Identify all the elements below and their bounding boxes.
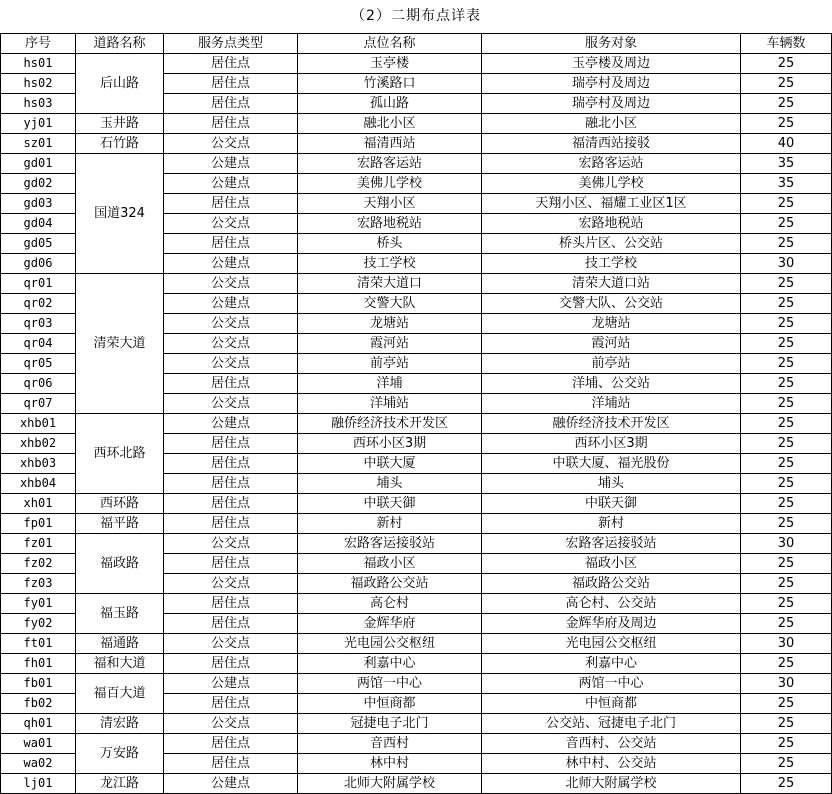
cell-service-type: 公建点 (164, 414, 298, 434)
cell-service-type: 居住点 (164, 234, 298, 254)
cell-point-name: 埔头 (298, 474, 482, 494)
cell-service-target: 融侨经济技术开发区 (482, 414, 741, 434)
detail-table (0, 33, 832, 794)
cell-point-name: 冠捷电子北门 (298, 714, 482, 734)
cell-vehicle-count: 25 (741, 774, 832, 794)
cell-point-name: 福清西站 (298, 134, 482, 154)
cell-index: fz03 (1, 574, 76, 594)
cell-vehicle-count: 25 (741, 374, 832, 394)
cell-service-type: 居住点 (164, 434, 298, 454)
cell-vehicle-count: 25 (741, 654, 832, 674)
cell-service-target: 中联大厦、福光股份 (482, 454, 741, 474)
cell-index: gd06 (1, 254, 76, 274)
table-row (1, 774, 832, 794)
cell-point-name: 美佛儿学校 (298, 174, 482, 194)
cell-service-target: 中联天御 (482, 494, 741, 514)
cell-service-type: 居住点 (164, 734, 298, 754)
cell-road-name: 福政路 (76, 534, 164, 594)
cell-index: qr07 (1, 394, 76, 414)
cell-road-name: 福百大道 (76, 674, 164, 714)
cell-service-type: 居住点 (164, 494, 298, 514)
cell-service-target: 融北小区 (482, 114, 741, 134)
cell-service-type: 居住点 (164, 694, 298, 714)
table-row (1, 114, 832, 134)
cell-index: xhb01 (1, 414, 76, 434)
cell-index: wa02 (1, 754, 76, 774)
table-row (1, 654, 832, 674)
cell-point-name: 天翔小区 (298, 194, 482, 214)
cell-service-type: 居住点 (164, 554, 298, 574)
cell-service-type: 居住点 (164, 594, 298, 614)
cell-service-type: 公交点 (164, 334, 298, 354)
cell-vehicle-count: 25 (741, 594, 832, 614)
cell-point-name: 新村 (298, 514, 482, 534)
header-index: 序号 (1, 34, 76, 54)
cell-point-name: 技工学校 (298, 254, 482, 274)
cell-vehicle-count: 25 (741, 414, 832, 434)
cell-vehicle-count: 25 (741, 54, 832, 74)
cell-service-type: 公建点 (164, 294, 298, 314)
cell-service-type: 居住点 (164, 754, 298, 774)
cell-service-target: 音西村、公交站 (482, 734, 741, 754)
cell-service-type: 公交点 (164, 574, 298, 594)
cell-index: fb02 (1, 694, 76, 714)
cell-service-target: 福政路公交站 (482, 574, 741, 594)
cell-point-name: 桥头 (298, 234, 482, 254)
cell-service-target: 新村 (482, 514, 741, 534)
cell-service-type: 公交点 (164, 394, 298, 414)
table-body (1, 54, 832, 794)
cell-vehicle-count: 25 (741, 614, 832, 634)
cell-index: hs02 (1, 74, 76, 94)
cell-vehicle-count: 25 (741, 114, 832, 134)
cell-service-target: 西环小区3期 (482, 434, 741, 454)
cell-road-name: 龙江路 (76, 774, 164, 794)
cell-vehicle-count: 25 (741, 494, 832, 514)
cell-point-name: 林中村 (298, 754, 482, 774)
cell-road-name: 玉井路 (76, 114, 164, 134)
header-target: 服务对象 (482, 34, 741, 54)
cell-service-target: 天翔小区、福耀工业区1区 (482, 194, 741, 214)
cell-point-name: 前亭站 (298, 354, 482, 374)
cell-service-target: 宏路地税站 (482, 214, 741, 234)
cell-road-name: 福平路 (76, 514, 164, 534)
cell-index: fh01 (1, 654, 76, 674)
cell-vehicle-count: 30 (741, 534, 832, 554)
cell-vehicle-count: 40 (741, 134, 832, 154)
cell-service-target: 光电园公交枢纽 (482, 634, 741, 654)
cell-service-target: 前亭站 (482, 354, 741, 374)
cell-road-name: 福玉路 (76, 594, 164, 634)
cell-service-target: 中恒商都 (482, 694, 741, 714)
header-point-name: 点位名称 (298, 34, 482, 54)
cell-vehicle-count: 25 (741, 214, 832, 234)
cell-index: gd05 (1, 234, 76, 254)
cell-vehicle-count: 30 (741, 674, 832, 694)
cell-service-target: 清荣大道口站 (482, 274, 741, 294)
cell-index: fz01 (1, 534, 76, 554)
cell-point-name: 利嘉中心 (298, 654, 482, 674)
cell-vehicle-count: 25 (741, 334, 832, 354)
table-row (1, 274, 832, 294)
cell-road-name: 西环路 (76, 494, 164, 514)
cell-vehicle-count: 25 (741, 74, 832, 94)
table-row (1, 134, 832, 154)
cell-service-type: 公交点 (164, 134, 298, 154)
cell-point-name: 北师大附属学校 (298, 774, 482, 794)
cell-service-type: 居住点 (164, 194, 298, 214)
cell-index: ft01 (1, 634, 76, 654)
cell-service-type: 居住点 (164, 614, 298, 634)
cell-vehicle-count: 25 (741, 434, 832, 454)
table-title: （2）二期布点详表 (351, 8, 481, 24)
cell-index: sz01 (1, 134, 76, 154)
cell-service-target: 两馆一中心 (482, 674, 741, 694)
cell-service-type: 公交点 (164, 634, 298, 654)
cell-service-target: 林中村、公交站 (482, 754, 741, 774)
cell-road-name: 后山路 (76, 54, 164, 114)
cell-service-type: 居住点 (164, 474, 298, 494)
cell-service-target: 宏路客运接驳站 (482, 534, 741, 554)
cell-vehicle-count: 35 (741, 154, 832, 174)
table-header-row (1, 34, 832, 54)
cell-index: hs01 (1, 54, 76, 74)
cell-vehicle-count: 25 (741, 554, 832, 574)
cell-service-target: 埔头 (482, 474, 741, 494)
cell-point-name: 洋埔 (298, 374, 482, 394)
cell-service-target: 福清西站接驳 (482, 134, 741, 154)
cell-vehicle-count: 25 (741, 474, 832, 494)
cell-point-name: 洋埔站 (298, 394, 482, 414)
cell-service-type: 居住点 (164, 514, 298, 534)
cell-index: qr06 (1, 374, 76, 394)
cell-service-type: 公建点 (164, 674, 298, 694)
cell-service-target: 瑞亭村及周边 (482, 94, 741, 114)
cell-index: xhb04 (1, 474, 76, 494)
header-road: 道路名称 (76, 34, 164, 54)
cell-index: lj01 (1, 774, 76, 794)
cell-point-name: 交警大队 (298, 294, 482, 314)
cell-index: fy02 (1, 614, 76, 634)
table-row (1, 594, 832, 614)
table-row (1, 734, 832, 754)
cell-point-name: 龙塘站 (298, 314, 482, 334)
cell-index: qr05 (1, 354, 76, 374)
cell-service-target: 美佛儿学校 (482, 174, 741, 194)
cell-road-name: 福和大道 (76, 654, 164, 674)
cell-road-name: 万安路 (76, 734, 164, 774)
cell-index: qr01 (1, 274, 76, 294)
cell-point-name: 福政路公交站 (298, 574, 482, 594)
cell-point-name: 宏路客运站 (298, 154, 482, 174)
cell-index: fb01 (1, 674, 76, 694)
cell-vehicle-count: 25 (741, 574, 832, 594)
cell-service-type: 居住点 (164, 454, 298, 474)
table-row (1, 514, 832, 534)
table-row (1, 54, 832, 74)
cell-service-type: 居住点 (164, 54, 298, 74)
cell-vehicle-count: 25 (741, 294, 832, 314)
cell-service-type: 公建点 (164, 774, 298, 794)
cell-point-name: 金辉华府 (298, 614, 482, 634)
cell-service-type: 公建点 (164, 254, 298, 274)
cell-road-name: 清宏路 (76, 714, 164, 734)
cell-index: qr04 (1, 334, 76, 354)
cell-vehicle-count: 25 (741, 714, 832, 734)
table-row (1, 534, 832, 554)
cell-service-target: 福政小区 (482, 554, 741, 574)
cell-service-target: 公交站、冠捷电子北门 (482, 714, 741, 734)
cell-point-name: 光电园公交枢纽 (298, 634, 482, 654)
table-row (1, 714, 832, 734)
cell-point-name: 西环小区3期 (298, 434, 482, 454)
cell-road-name: 福通路 (76, 634, 164, 654)
cell-vehicle-count: 30 (741, 634, 832, 654)
cell-point-name: 高仑村 (298, 594, 482, 614)
cell-point-name: 两馆一中心 (298, 674, 482, 694)
cell-vehicle-count: 25 (741, 234, 832, 254)
cell-service-target: 洋埔、公交站 (482, 374, 741, 394)
cell-service-target: 技工学校 (482, 254, 741, 274)
cell-vehicle-count: 25 (741, 454, 832, 474)
cell-point-name: 中联天御 (298, 494, 482, 514)
cell-service-type: 公建点 (164, 174, 298, 194)
cell-vehicle-count: 25 (741, 94, 832, 114)
cell-index: fy01 (1, 594, 76, 614)
cell-service-type: 公交点 (164, 534, 298, 554)
table-row (1, 634, 832, 654)
cell-service-target: 洋埔站 (482, 394, 741, 414)
cell-point-name: 霞河站 (298, 334, 482, 354)
cell-point-name: 音西村 (298, 734, 482, 754)
cell-service-target: 金辉华府及周边 (482, 614, 741, 634)
cell-vehicle-count: 25 (741, 694, 832, 714)
cell-service-target: 霞河站 (482, 334, 741, 354)
cell-road-name: 清荣大道 (76, 274, 164, 414)
cell-service-type: 居住点 (164, 94, 298, 114)
cell-point-name: 融北小区 (298, 114, 482, 134)
cell-index: hs03 (1, 94, 76, 114)
cell-road-name: 石竹路 (76, 134, 164, 154)
cell-index: gd01 (1, 154, 76, 174)
cell-point-name: 融侨经济技术开发区 (298, 414, 482, 434)
cell-vehicle-count: 35 (741, 174, 832, 194)
cell-vehicle-count: 25 (741, 354, 832, 374)
cell-index: gd02 (1, 174, 76, 194)
cell-service-type: 居住点 (164, 114, 298, 134)
cell-point-name: 清荣大道口 (298, 274, 482, 294)
cell-index: xhb03 (1, 454, 76, 474)
cell-service-target: 交警大队、公交站 (482, 294, 741, 314)
cell-service-target: 玉亭楼及周边 (482, 54, 741, 74)
cell-index: xhb02 (1, 434, 76, 454)
table-row (1, 154, 832, 174)
table-row (1, 414, 832, 434)
table-row (1, 494, 832, 514)
cell-road-name: 西环北路 (76, 414, 164, 494)
cell-index: xh01 (1, 494, 76, 514)
cell-service-type: 公交点 (164, 214, 298, 234)
cell-service-type: 公交点 (164, 354, 298, 374)
cell-index: qr03 (1, 314, 76, 334)
cell-point-name: 孤山路 (298, 94, 482, 114)
cell-service-type: 居住点 (164, 74, 298, 94)
header-type: 服务点类型 (164, 34, 298, 54)
cell-index: fp01 (1, 514, 76, 534)
cell-service-target: 龙塘站 (482, 314, 741, 334)
cell-vehicle-count: 25 (741, 734, 832, 754)
cell-vehicle-count: 30 (741, 254, 832, 274)
table-row (1, 674, 832, 694)
cell-service-target: 利嘉中心 (482, 654, 741, 674)
header-vehicle-count: 车辆数 (741, 34, 832, 54)
cell-service-type: 公建点 (164, 154, 298, 174)
cell-vehicle-count: 25 (741, 194, 832, 214)
cell-point-name: 竹溪路口 (298, 74, 482, 94)
cell-index: yj01 (1, 114, 76, 134)
cell-vehicle-count: 25 (741, 754, 832, 774)
cell-point-name: 宏路地税站 (298, 214, 482, 234)
cell-point-name: 玉亭楼 (298, 54, 482, 74)
cell-service-target: 桥头片区、公交站 (482, 234, 741, 254)
cell-service-type: 公交点 (164, 314, 298, 334)
cell-index: qh01 (1, 714, 76, 734)
cell-point-name: 福政小区 (298, 554, 482, 574)
cell-service-type: 居住点 (164, 374, 298, 394)
cell-service-type: 公交点 (164, 274, 298, 294)
cell-service-target: 瑞亭村及周边 (482, 74, 741, 94)
cell-point-name: 中恒商都 (298, 694, 482, 714)
cell-service-target: 宏路客运站 (482, 154, 741, 174)
cell-vehicle-count: 25 (741, 314, 832, 334)
cell-vehicle-count: 25 (741, 274, 832, 294)
cell-service-target: 高仑村、公交站 (482, 594, 741, 614)
cell-point-name: 宏路客运接驳站 (298, 534, 482, 554)
cell-index: qr02 (1, 294, 76, 314)
cell-point-name: 中联大厦 (298, 454, 482, 474)
cell-index: gd03 (1, 194, 76, 214)
cell-vehicle-count: 25 (741, 514, 832, 534)
cell-service-type: 居住点 (164, 654, 298, 674)
cell-service-target: 北师大附属学校 (482, 774, 741, 794)
cell-index: fz02 (1, 554, 76, 574)
cell-road-name: 国道324 (76, 154, 164, 274)
cell-vehicle-count: 25 (741, 394, 832, 414)
cell-index: wa01 (1, 734, 76, 754)
cell-index: gd04 (1, 214, 76, 234)
cell-service-type: 公交点 (164, 714, 298, 734)
